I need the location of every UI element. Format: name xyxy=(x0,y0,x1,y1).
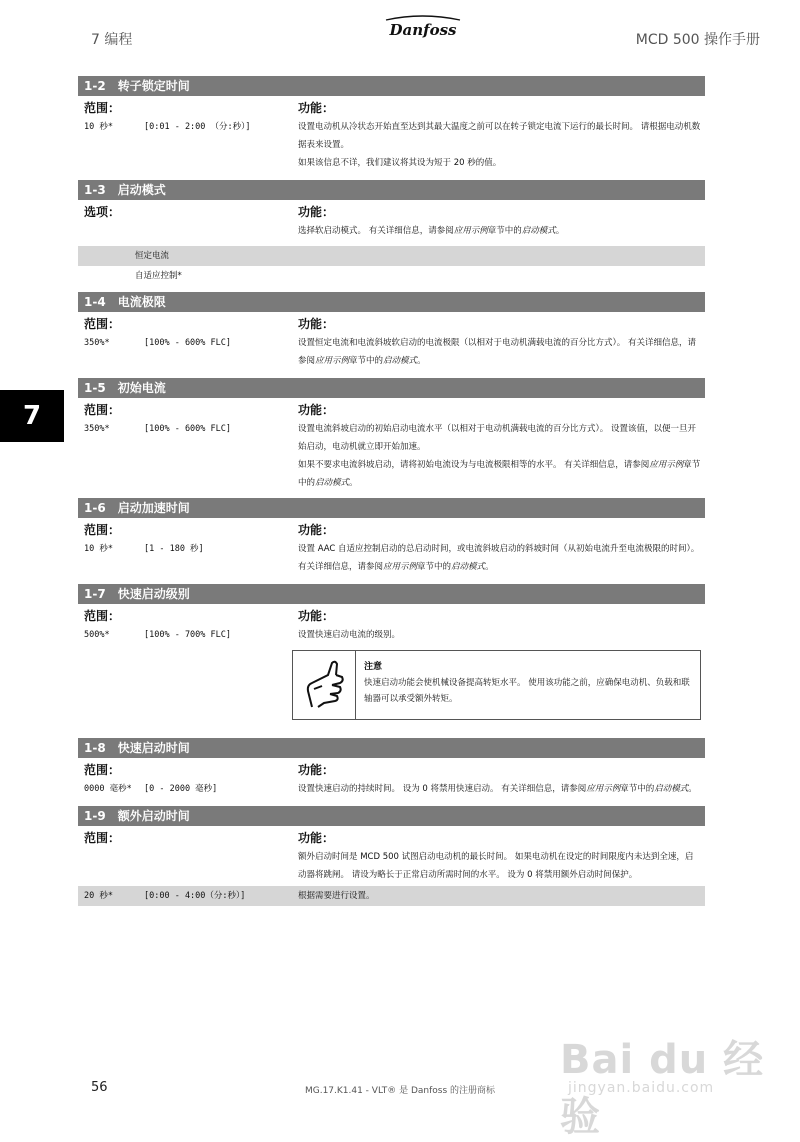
range-value: [0 - 2000 毫秒] xyxy=(144,784,218,794)
section-title: 1-4 电流极限 xyxy=(78,292,705,312)
options-label: 选项： xyxy=(84,204,121,219)
function-desc: 选择软启动模式。 有关详细信息，请参阅应用示例章节中的启动模式。 xyxy=(298,226,565,236)
option-adaptive-control[interactable]: 自适应控制* xyxy=(135,271,182,281)
baidu-watermark xyxy=(560,1028,780,1140)
function-desc: 设置快速启动的持续时间。 设为 0 将禁用快速启动。 有关详细信息，请参阅应用示例章节中的启动模式。 xyxy=(298,784,697,794)
option-constant-current[interactable]: 恒定电流 xyxy=(78,246,705,266)
section-1-2 xyxy=(78,76,705,180)
function-desc: 设置 AAC 自适应控制启动的总启动时间，或电流斜坡启动的斜坡时间（从初始电流升至电流极限的时间）。 有关详细信息，请参阅应用示例章节中的启动模式。 xyxy=(298,544,700,572)
footer-doc: MG.17.K1.41 - VLT® 是 Danfoss 的注册商标 xyxy=(304,1086,496,1096)
section-1-5 xyxy=(78,378,705,498)
section-title: 1-5 初始电流 xyxy=(78,378,705,398)
section-title: 1-9 额外启动时间 xyxy=(78,806,705,826)
watermark-url: jingyan.baidu.com xyxy=(568,1080,715,1096)
function-label: 功能： xyxy=(298,100,335,115)
function-desc: 设置恒定电流和电流斜坡软启动的电流极限（以相对于电动机满载电流的百分比方式）。 有关详细信息，请参阅应用示例章节中的启动模式。 xyxy=(298,338,696,366)
range-label: 范围： xyxy=(84,316,121,331)
range-value: [1 - 180 秒] xyxy=(144,544,204,554)
note-text: 快速启动功能会使机械设备提高转矩水平。 使用该功能之前，应确保电动机、负载和联轴器可以承受额外转矩。 xyxy=(364,678,690,704)
range-value: [100% - 700% FLC] xyxy=(144,630,231,640)
section-1-4 xyxy=(78,292,705,378)
note-title: 注意 xyxy=(364,662,383,672)
default-value: 20 秒* xyxy=(84,891,113,901)
range-label: 范围： xyxy=(84,608,121,623)
function-desc: 设置电流斜坡启动的初始启动电流水平（以相对于电动机满载电流的百分比方式）。 设置该值，以便一旦开始启动，电动机就立即开始加速。 如果不要求电流斜坡启动，请将初始电流设为与电流极限相等的水平。 有关详细信息，请参阅应用示例章节中的启动模式。 xyxy=(298,424,701,488)
page-number: 56 xyxy=(91,1080,108,1095)
function-desc: 设置电动机从冷状态开始直至达到其最大温度之前可以在转子锁定电流下运行的最长时间。 请根据电动机数据表来设置。 如果该信息不详，我们建议将其设为短于 20 秒的值。 xyxy=(298,122,701,168)
function-label: 功能： xyxy=(298,316,335,331)
range-value: [100% - 600% FLC] xyxy=(144,424,231,434)
chapter-tab: 7 xyxy=(0,390,64,442)
function-label: 功能： xyxy=(298,402,335,417)
section-title: 1-8 快速启动时间 xyxy=(78,738,705,758)
section-1-9 xyxy=(78,806,705,906)
range-label: 范围： xyxy=(84,402,121,417)
hand-caution-icon xyxy=(293,651,356,719)
range-label: 范围： xyxy=(84,100,121,115)
brand-text: Danfoss xyxy=(389,21,457,39)
section-1-6 xyxy=(78,498,705,584)
section-title: 1-6 启动加速时间 xyxy=(78,498,705,518)
function-desc: 额外启动时间是 MCD 500 试图启动电动机的最长时间。 如果电动机在设定的时间限度内未达到全速，启动器将跳闸。 请设为略长于正常启动所需时间的水平。 设为 0 将禁用额外启动时间保护。 xyxy=(298,852,694,880)
default-value: 10 秒* xyxy=(84,544,113,554)
section-title: 1-7 快速启动级别 xyxy=(78,584,705,604)
range-label: 范围： xyxy=(84,830,121,845)
parameter-list xyxy=(78,76,705,906)
range-value: [100% - 600% FLC] xyxy=(144,338,231,348)
default-value: 10 秒* xyxy=(84,122,113,132)
section-title: 1-3 启动模式 xyxy=(78,180,705,200)
section-1-3 xyxy=(78,180,705,292)
section-title: 1-2 转子锁定时间 xyxy=(78,76,705,96)
chapter-header: 7 编程 xyxy=(91,32,133,48)
function-label: 功能： xyxy=(298,830,335,845)
default-value: 0000 毫秒* xyxy=(84,784,132,794)
function-desc: 设置快速启动电流的级别。 xyxy=(298,630,401,640)
default-value: 350%* xyxy=(84,338,110,348)
section-1-8 xyxy=(78,738,705,806)
function-desc-2: 根据需要进行设置。 xyxy=(298,891,375,901)
default-value: 350%* xyxy=(84,424,110,434)
range-value: [0:01 - 2:00 （分:秒）] xyxy=(144,122,251,132)
range-label: 范围： xyxy=(84,762,121,777)
default-value: 500%* xyxy=(84,630,110,640)
watermark-brand: Bai du 经验 xyxy=(560,1037,765,1140)
range-value: [0:00 - 4:00（分:秒）] xyxy=(144,891,246,901)
manual-title: MCD 500 操作手册 xyxy=(635,32,760,48)
function-label: 功能： xyxy=(298,762,335,777)
range-label: 范围： xyxy=(84,522,121,537)
function-label: 功能： xyxy=(298,522,335,537)
danfoss-logo xyxy=(382,14,464,44)
function-label: 功能： xyxy=(298,608,335,623)
section-1-7 xyxy=(78,584,705,738)
caution-note xyxy=(292,650,701,720)
function-label: 功能： xyxy=(298,204,335,219)
